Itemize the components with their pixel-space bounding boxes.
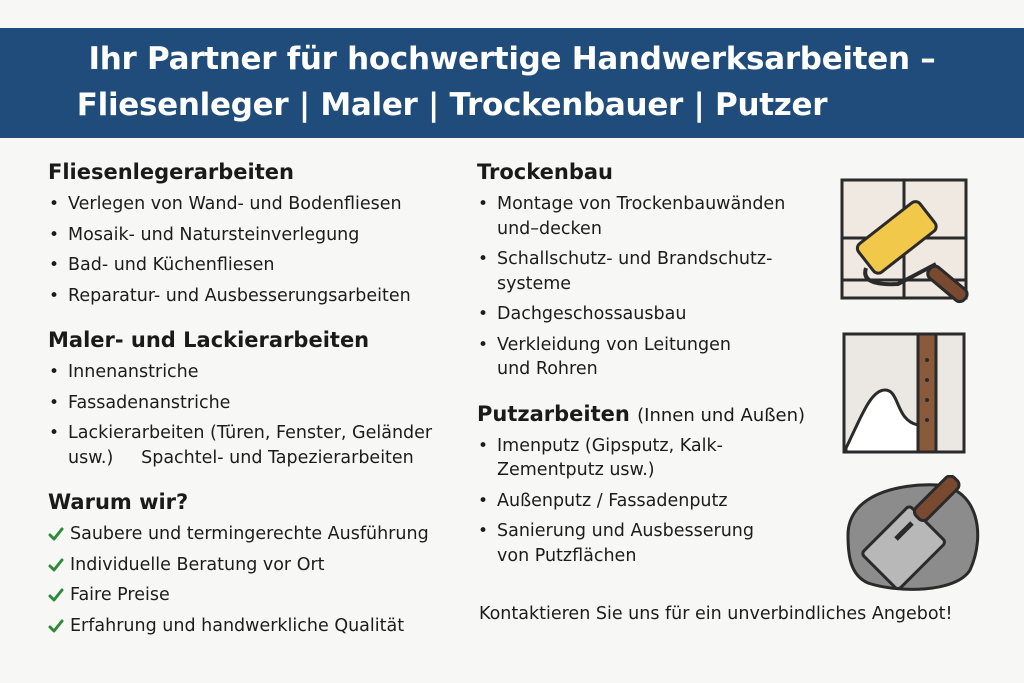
section-maler (48, 328, 468, 470)
section-title-warum: Warum wir? (48, 490, 189, 514)
section-title-fliesen: Fliesenlegerarbeiten (48, 160, 294, 184)
checkmark-icon (48, 556, 64, 574)
list-item-label: Erfahrung und handwerkliche Qualität (70, 615, 405, 636)
list-item: • Lackierarbeiten (Türen, Fenster, Geländer usw.) Spachtel- und Tapezierarbeiten (48, 421, 468, 470)
list-item (48, 553, 468, 578)
list-trocken (477, 192, 827, 382)
list-item: • Außenputz / Fassadenputz (477, 489, 827, 514)
header-title-line1: Ihr Partner für hochwertige Handwerksarbeiten – (88, 41, 936, 77)
right-column (477, 160, 827, 588)
section-warum (48, 490, 468, 638)
list-item: • Schallschutz- und Brandschutz-systeme (477, 247, 777, 296)
section-putz (477, 402, 827, 569)
list-item: • Fassadenanstriche (48, 391, 468, 416)
section-title-putz (477, 402, 827, 426)
list-item (48, 614, 468, 639)
list-item-label: Individuelle Beratung vor Ort (70, 554, 325, 575)
left-column (48, 160, 468, 658)
drywall-panel-icon (840, 330, 970, 458)
checkmark-icon (48, 586, 64, 604)
section-title-trocken: Trockenbau (477, 160, 613, 184)
list-putz (477, 434, 827, 569)
list-item: • Montage von Trockenbauwänden und–decken (477, 192, 797, 241)
list-item: • Mosaik- und Natursteinverlegung (48, 223, 468, 248)
section-title-putz-sub: (Innen und Außen) (637, 404, 806, 426)
list-item: • Verkleidung von Leitungen und Rohren (477, 333, 747, 382)
list-item-label: Faire Preise (70, 585, 170, 605)
list-item: • Verlegen von Wand- und Bodenfliesen (48, 192, 468, 217)
list-item: • Reparatur- und Ausbesserungsarbeiten (48, 284, 468, 309)
list-item: • Sanierung und Ausbesserung von Putzflächen (477, 519, 767, 568)
list-warum (48, 522, 468, 638)
plaster-trowel-icon (838, 475, 988, 595)
list-item: • Bad- und Küchenfliesen (48, 253, 468, 278)
header-title-line2: Fliesenleger | Maler | Trockenbauer | Putzer (76, 87, 828, 123)
section-title-putz-main: Putzarbeiten (477, 401, 630, 426)
section-title-maler: Maler- und Lackierarbeiten (48, 328, 370, 352)
paint-roller-tiles-icon (838, 176, 978, 306)
list-item: • Innenanstriche (48, 360, 468, 385)
checkmark-icon (48, 617, 64, 635)
header-banner (0, 28, 1024, 138)
checkmark-icon (48, 525, 64, 543)
list-item: • Dachgeschossausbau (477, 302, 827, 327)
list-item: • Imenputz (Gipsputz, Kalk-Zementputz usw.) (477, 434, 737, 483)
list-item (48, 583, 468, 608)
section-fliesen (48, 160, 468, 308)
section-trocken (477, 160, 827, 382)
list-fliesen (48, 192, 468, 308)
list-maler (48, 360, 468, 470)
list-item-label: Saubere und termingerechte Ausführung (70, 524, 429, 544)
list-item (48, 522, 468, 547)
contact-text: Kontaktieren Sie uns für ein unverbindliches Angebot! (479, 604, 953, 624)
